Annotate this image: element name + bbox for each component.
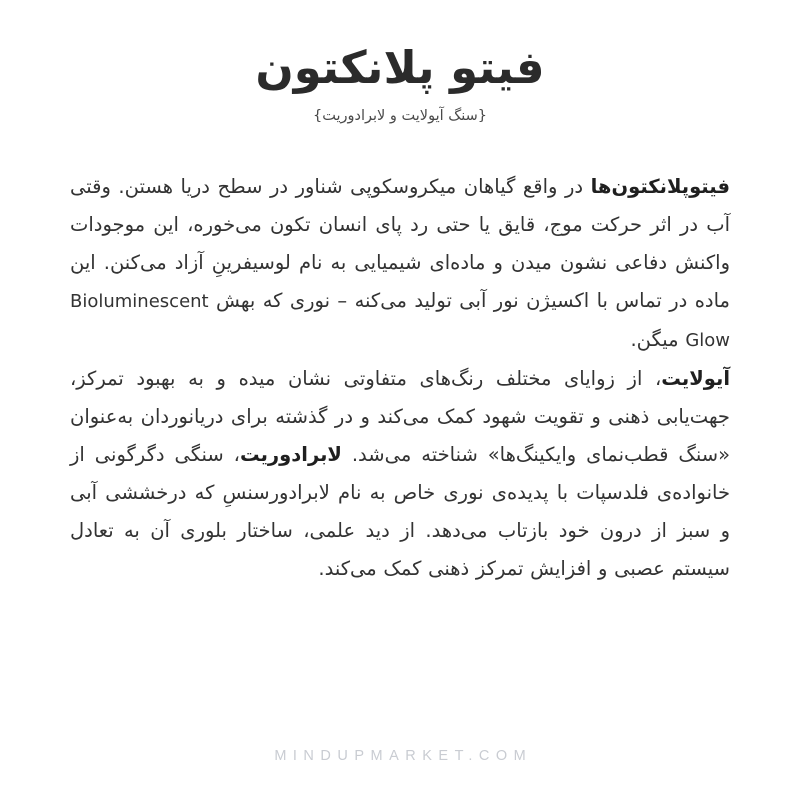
paragraph-iolite-labradorite (70, 360, 730, 588)
page-subtitle: {سنگ آیولایت و لابرادوریت} (313, 107, 487, 124)
term-iolite: آیولایت (661, 366, 730, 390)
paragraph-labradorite-text: ، سنگی دگرگونی از خانواده‌ی فلدسپات با پدیده‌ی نوری خاص به نام لابرادورسنسِ که درخششی آبی و سبز از درون خود بازتاب می‌دهد. از دید علمی، ساختار بلوری آن به تعادل سیستم عصبی و افزایش تمرکز ذهنی کمک می‌کند. (70, 442, 730, 580)
article-body (70, 168, 730, 588)
document-header (0, 0, 800, 124)
paragraph-phytoplankton-text: در واقع گیاهان میکروسکوپی شناور در سطح دریا هستن. وقتی آب در اثر حرکت موج، قایق یا حتی رد پای انسان تکون می‌خوره، این موجودات واکنش دفاعی نشون میدن و ماده‌ای شیمیایی به نام لوسیفرینِ آزاد می‌کنن. این ماده در تماس با اکسیژن نور آبی تولید می‌کنه – نوری که بهش (70, 174, 730, 312)
paragraph-iolite-text: ، از زوایای مختلف رنگ‌های متفاوتی نشان میده و به بهبود تمرکز، جهت‌یابی ذهنی و تقویت شهود کمک می‌کند و در گذشته برای دریانوردان به‌عنوان «سنگ قطب‌نمای وایکینگ‌ها» شناخته می‌شد. (70, 366, 730, 466)
term-labradorite: لابرادوریت (239, 442, 342, 466)
page-title: فیتو پلانکتون (255, 41, 545, 94)
paragraph-phytoplankton (70, 168, 730, 360)
paragraph-phytoplankton-tail: میگن. (630, 327, 686, 351)
document-footer (0, 748, 800, 764)
site-watermark: MINDUPMARKET.COM (274, 748, 533, 764)
term-bioluminescent-glow: Bioluminescent Glow (70, 290, 730, 351)
term-phytoplankton: فیتوپلانکتون‌ها (590, 174, 730, 198)
